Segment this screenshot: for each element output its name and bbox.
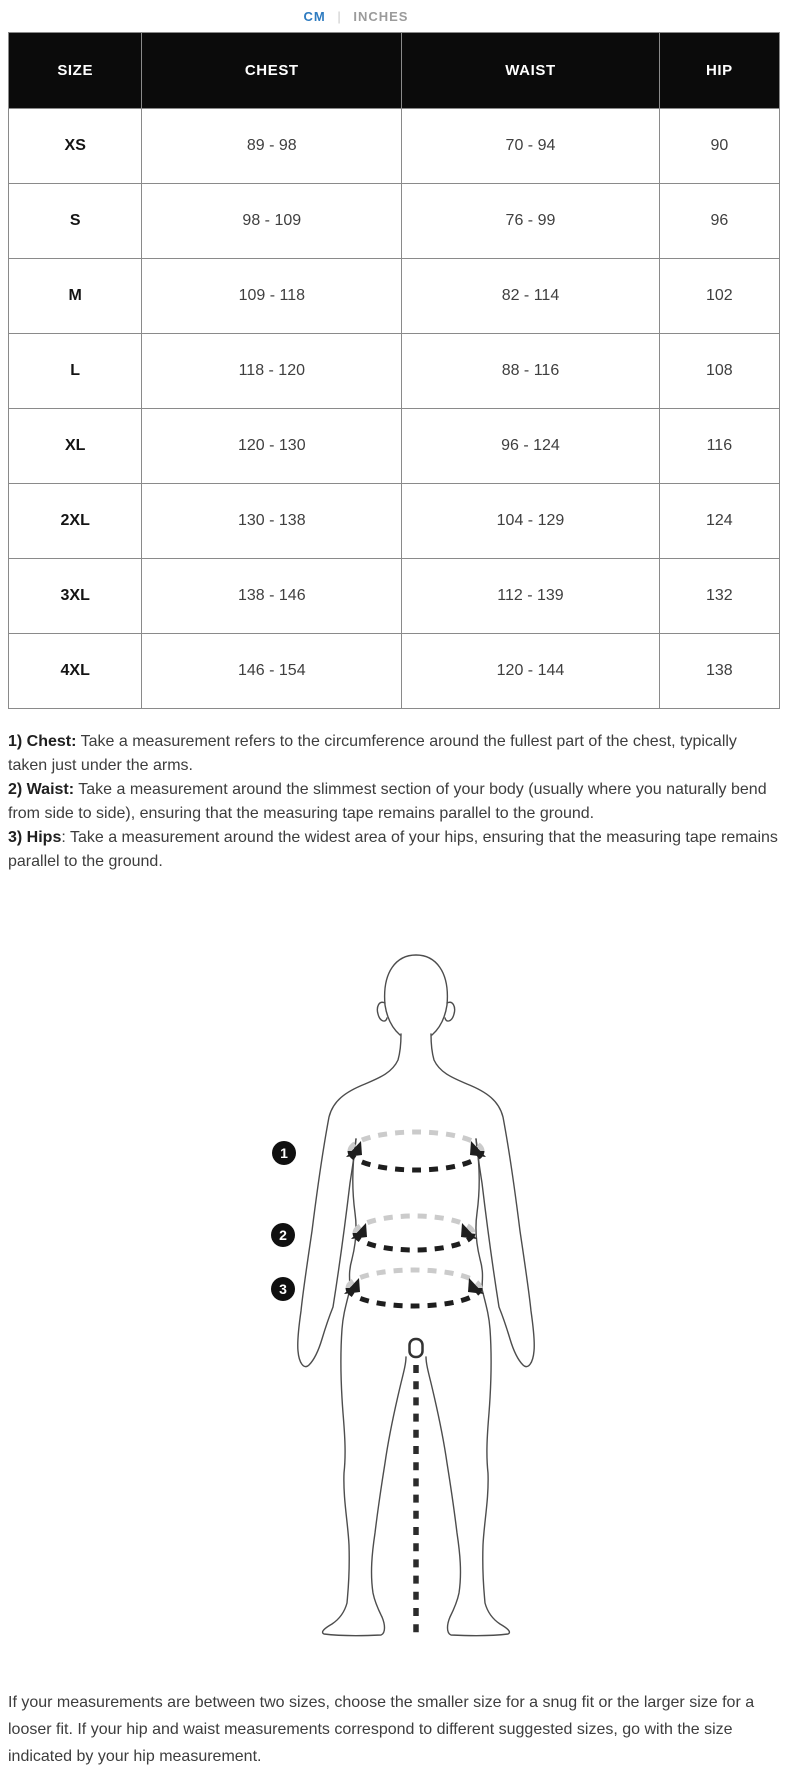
table-row (9, 109, 780, 184)
waist-measure-line (351, 1216, 477, 1250)
hip-value: 108 (659, 334, 779, 409)
hip-value: 102 (659, 259, 779, 334)
chest-value: 120 - 130 (142, 409, 402, 484)
body-outline-figure (0, 943, 788, 1643)
units-toggle (0, 0, 788, 32)
waist-value: 76 - 99 (402, 184, 660, 259)
size-label: 3XL (9, 559, 142, 634)
chest-measure-line (346, 1132, 486, 1170)
size-table-header-row (9, 33, 780, 109)
column-header-hip: HIP (659, 33, 779, 109)
instruction-chest: 1) Chest: Take a measurement refers to the circumference around the fullest part of the chest, typically taken just under the arms. (8, 733, 737, 774)
waist-value: 112 - 139 (402, 559, 660, 634)
chest-value: 138 - 146 (142, 559, 402, 634)
chest-value: 146 - 154 (142, 634, 402, 709)
column-header-chest: CHEST (142, 33, 402, 109)
table-row (9, 484, 780, 559)
size-label: M (9, 259, 142, 334)
units-toggle-inches[interactable]: INCHES (353, 9, 409, 24)
waist-value: 88 - 116 (402, 334, 660, 409)
inseam-start-marker (410, 1339, 423, 1357)
size-table (8, 32, 780, 709)
marker-hips-number: 3 (279, 1281, 287, 1297)
waist-value: 82 - 114 (402, 259, 660, 334)
chest-value: 98 - 109 (142, 184, 402, 259)
chest-value: 109 - 118 (142, 259, 402, 334)
size-label: S (9, 184, 142, 259)
hip-value: 96 (659, 184, 779, 259)
table-row (9, 634, 780, 709)
table-row (9, 259, 780, 334)
hip-value: 124 (659, 484, 779, 559)
marker-chest (272, 1141, 296, 1165)
column-header-size: SIZE (9, 33, 142, 109)
waist-value: 70 - 94 (402, 109, 660, 184)
body-measurement-diagram (0, 943, 788, 1643)
hip-value: 132 (659, 559, 779, 634)
marker-chest-number: 1 (280, 1145, 288, 1161)
chest-value: 89 - 98 (142, 109, 402, 184)
hip-measure-line (344, 1270, 484, 1306)
column-header-waist: WAIST (402, 33, 660, 109)
hip-value: 116 (659, 409, 779, 484)
marker-waist-number: 2 (279, 1227, 287, 1243)
size-label: 2XL (9, 484, 142, 559)
table-row (9, 559, 780, 634)
size-label: XL (9, 409, 142, 484)
waist-value: 120 - 144 (402, 634, 660, 709)
units-toggle-separator: | (337, 9, 342, 24)
waist-value: 104 - 129 (402, 484, 660, 559)
table-row (9, 409, 780, 484)
units-toggle-cm[interactable]: CM (303, 9, 326, 24)
chest-value: 130 - 138 (142, 484, 402, 559)
size-label: XS (9, 109, 142, 184)
sizing-advice-note: If your measurements are between two sizes, choose the smaller size for a snug fit or the larger size for a looser fit. If your hip and waist measurements correspond to different suggested sizes, go with the size indicated by your hip measurement. (8, 1694, 755, 1765)
hip-value: 138 (659, 634, 779, 709)
table-row (9, 184, 780, 259)
marker-hips (271, 1277, 295, 1301)
table-row (9, 334, 780, 409)
size-label: 4XL (9, 634, 142, 709)
measurement-instructions (8, 730, 780, 874)
instruction-hips: 3) Hips: Take a measurement around the widest area of your hips, ensuring that the measuring tape remains parallel to the ground. (8, 829, 778, 870)
marker-waist (271, 1223, 295, 1247)
hip-value: 90 (659, 109, 779, 184)
waist-value: 96 - 124 (402, 409, 660, 484)
chest-value: 118 - 120 (142, 334, 402, 409)
instruction-waist: 2) Waist: Take a measurement around the slimmest section of your body (usually where you naturally bend from side to side), ensuring that the measuring tape remains parallel to the ground. (8, 781, 767, 822)
size-label: L (9, 334, 142, 409)
